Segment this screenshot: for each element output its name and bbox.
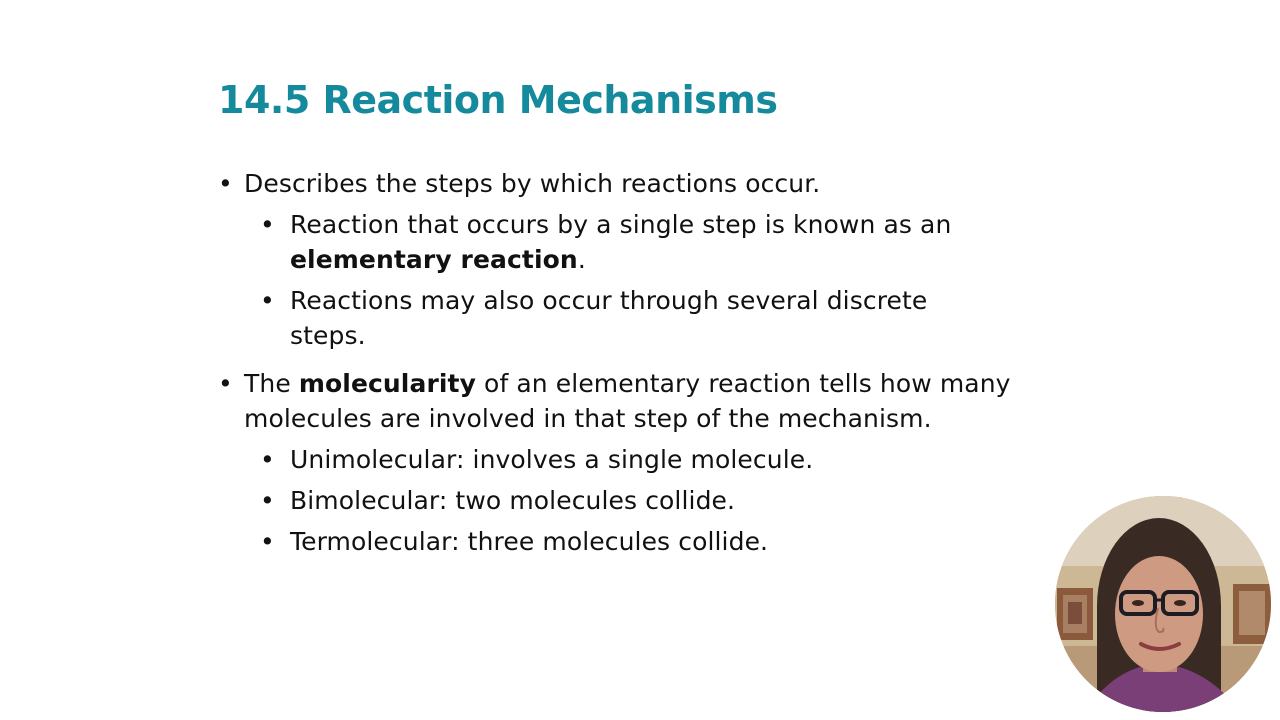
bullet-marker: • bbox=[260, 486, 275, 515]
sub-bullet-item bbox=[218, 524, 1088, 559]
bullet-item bbox=[218, 166, 1088, 201]
presenter-video-frame bbox=[1055, 496, 1271, 712]
bold-term: molecularity bbox=[298, 369, 476, 398]
sub-bullet-item bbox=[218, 283, 1088, 353]
bullet-marker: • bbox=[218, 169, 233, 198]
bullet-marker: • bbox=[260, 210, 275, 239]
sub-bullet-text: Reactions may also occur through several discrete bbox=[290, 286, 928, 315]
bullet-item bbox=[218, 366, 1088, 436]
bullet-text: molecules are involved in that step of the mechanism. bbox=[244, 404, 932, 433]
bold-term: elementary reaction bbox=[290, 245, 578, 274]
bullet-marker: • bbox=[260, 445, 275, 474]
slide-title: 14.5 Reaction Mechanisms bbox=[218, 78, 778, 122]
sub-bullet-text: steps. bbox=[290, 321, 366, 350]
sub-bullet-item bbox=[218, 442, 1088, 477]
bullet-list bbox=[218, 166, 1088, 559]
sub-bullet-item bbox=[218, 207, 1088, 277]
sub-bullet-text: . bbox=[577, 245, 586, 274]
bullet-text: Describes the steps by which reactions occur. bbox=[244, 169, 821, 198]
sub-bullet-text: Termolecular: three molecules collide. bbox=[290, 527, 769, 556]
sub-bullet-item bbox=[218, 483, 1088, 518]
bullet-text: of an elementary reaction tells how many bbox=[476, 369, 1011, 398]
bullet-marker: • bbox=[218, 369, 233, 398]
sub-bullet-text: Unimolecular: involves a single molecule. bbox=[290, 445, 814, 474]
presenter-webcam bbox=[1055, 496, 1271, 712]
bullet-marker: • bbox=[260, 527, 275, 556]
sub-bullet-text: Bimolecular: two molecules collide. bbox=[290, 486, 736, 515]
bullet-marker: • bbox=[260, 286, 275, 315]
bullet-text: The bbox=[244, 369, 299, 398]
sub-bullet-text: Reaction that occurs by a single step is known as an bbox=[290, 210, 952, 239]
